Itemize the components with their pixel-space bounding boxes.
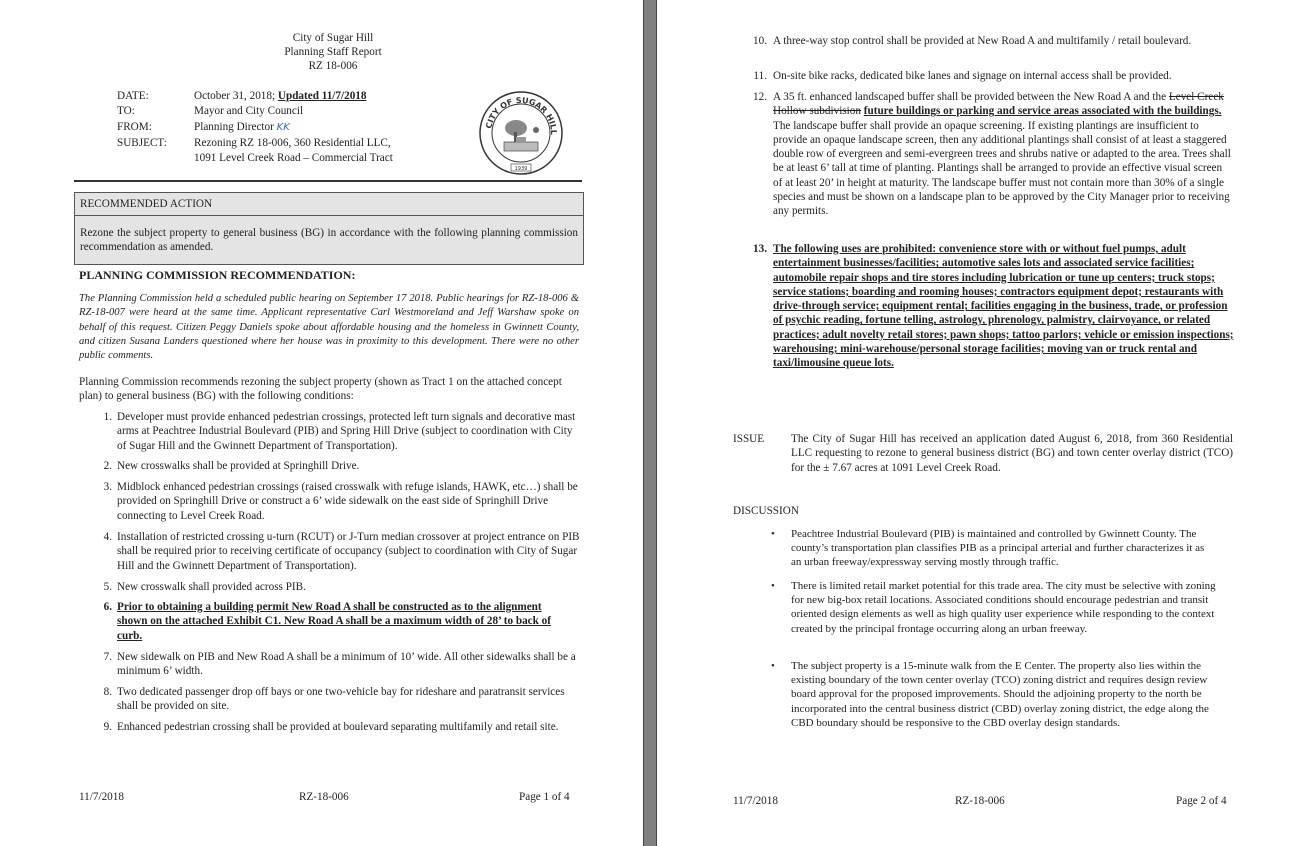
condition-13: 13. The following uses are prohibited: convenience store with or without fuel pumps, adult entertainment businesses/facilities; automotive sales lots and associated service facilities; automobile repair shops and tire stores including lubrication or tune up centers; truck stops; service stations; boarding and rooming houses; contractors equipment depot; restaurants with drive-through service; equipment rental; facilities engaging in the business, trade, or profession of psychic reading, fortune telling, astrology, phrenology, palmistry, clairvoyance, or related practices; adult novelty retail stores; pawn shops; tattoo parlors; vehicle or emission inspections; warehousing; mini-warehouse/personal storage facilities; moving van or truck rental and taxi/limousine queue lots. — [753, 243, 1234, 370]
added-text: future buildings or parking and service areas associated with the buildings. — [863, 105, 1222, 118]
discussion-bullet-2: • There is limited retail market potential for this trade area. The city must be selective with zoning for new big-box retail locations. Associated conditions should encourage pedestrian and transit oriented design elements as well as high quality user experience while responding to the context created by the principal frontage occurring along an urban freeway. — [771, 580, 1216, 635]
condition-2: 2. New crosswalks shall be provided at Springhill Drive. — [103, 460, 360, 472]
discussion-bullet-3: • The subject property is a 15-minute walk from the E Center. The property also lies within the existing boundary of the town center overlay (TCO) zoning district and requires design review board approval for the proposed improvements. Should the adjoining property to the north be incorporated into the central business district (CBD) overlay zoning district, the edge along the CBD boundary should be responsive to the CBD overlay design standards. — [771, 660, 1209, 729]
initials-signature: KK — [276, 122, 290, 133]
discussion-bullet-1: • Peachtree Industrial Boulevard (PIB) is maintained and controlled by Gwinnett County. The county’s transportation plan classifies PIB as a principal arterial and further characterizes it as an urban freeway/expressway serving mostly through traffic. — [771, 528, 1205, 569]
header-case: RZ 18-006 — [308, 60, 358, 72]
recommended-action-box — [74, 192, 584, 265]
footer-date: 11/7/2018 — [733, 795, 778, 807]
document-page-2 — [656, 0, 1310, 846]
footer-page-number: Page 2 of 4 — [1176, 795, 1227, 807]
subject-line-2: 1091 Level Creek Road – Commercial Tract — [194, 152, 393, 164]
city-seal-logo — [478, 90, 564, 176]
footer-case: RZ-18-006 — [299, 791, 349, 803]
condition-4: 4. Installation of restricted crossing u-turn (RCUT) or J-Turn median crossover at project entrance on PIB shall be required prior to receiving certificate of occupancy (subject to coordination with City of Sugar Hill and the Gwinnett Department of Transportation). — [103, 531, 580, 572]
header-report: Planning Staff Report — [284, 46, 382, 58]
recommended-action-heading: RECOMMENDED ACTION — [80, 198, 213, 210]
condition-10: 10. A three-way stop control shall be provided at New Road A and multifamily / retail boulevard. — [753, 35, 1192, 47]
condition-1: 1. Developer must provide enhanced pedestrian crossings, protected left turn signals and decorative mast arms at Peachtree Industrial Boulevard (PIB) and Spring Hill Drive (subject to coordination with City of Sugar Hill and the Gwinnett Department of Transportation). — [103, 411, 576, 452]
subject-line-1: Rezoning RZ 18-006, 360 Residential LLC, — [194, 137, 391, 149]
condition-3: 3. Midblock enhanced pedestrian crossings (raised crosswalk with refuge islands, HAWK, etc…) shall be provided on Springhill Drive or construct a 6’ wide sidewalk on the east side of Springhill Drive connecting to Level Creek Road. — [103, 481, 578, 522]
document-page-1 — [0, 0, 644, 846]
header-city: City of Sugar Hill — [292, 32, 374, 44]
to-value: Mayor and City Council — [194, 105, 304, 117]
recommended-action-header — [75, 193, 583, 216]
date-label: DATE: — [117, 90, 149, 102]
condition-7: 7. New sidewalk on PIB and New Road A shall be a minimum of 10’ wide. All other sidewalks shall be a minimum 6’ width. — [103, 651, 576, 678]
date-updated: Updated 11/7/2018 — [277, 90, 367, 102]
recommended-action-text: Rezone the subject property to general business (BG) in accordance with the following planning commission recommendation as amended. — [80, 227, 578, 254]
pc-heading: PLANNING COMMISSION RECOMMENDATION: — [79, 268, 356, 282]
condition-8: 8. Two dedicated passenger drop off bays or one two-vehicle bay for rideshare and paratransit services shall be provided on site. — [103, 686, 565, 713]
header-divider — [74, 180, 582, 182]
from-value: Planning Director KK — [194, 121, 290, 133]
date-value: October 31, 2018; Updated 11/7/2018 — [194, 90, 367, 102]
from-label: FROM: — [117, 121, 152, 133]
pc-intro: Planning Commission recommends rezoning the subject property (shown as Tract 1 on the attached concept plan) to general business (BG) with the following conditions: — [79, 376, 562, 403]
condition-11: 11. On-site bike racks, dedicated bike lanes and signage on internal access shall be provided. — [753, 70, 1172, 82]
discussion-label: DISCUSSION — [733, 505, 799, 517]
footer-date: 11/7/2018 — [79, 791, 124, 803]
svg-text:CITY OF SUGAR HILL: CITY OF SUGAR HILL — [484, 95, 559, 135]
pc-italic-paragraph: The Planning Commission held a scheduled public hearing on September 17 2018. Public hearings for RZ-18-006 & RZ-18-007 were heard at the same time. Applicant representative Carl Westmoreland and Jeff Warshaw spoke on behalf of this request. Citizen Peggy Daniels spoke about affordable housing and the homeless in Gwinnett County, and citizen Susana Landers questioned where her house was in proximity to this development. There were no other public comments. — [79, 293, 579, 362]
struck-text: Level Creek Hollow subdivision — [773, 91, 1224, 118]
issue-text: The City of Sugar Hill has received an application dated August 6, 2018, from 360 Residential LLC requesting to rezone to general business district (BG) and town center overlay district (TCO) for the ± 7.67 acres at 1091 Level Creek Road. — [791, 433, 1233, 474]
svg-text:1939: 1939 — [514, 166, 528, 172]
condition-12: 12. A 35 ft. enhanced landscaped buffer shall be provided between the New Road A and the Level Creek Hollow subdivision future buildings or parking and service areas associated with the buildings. The landscape buffer shall provide an opaque screening. If existing plantings are insufficient to provide an opaque landscape screen, then any additional plantings shall consist of at least a staggered double row of evergreen and semi-evergreen trees and shrubs native or adapted to the area. Trees shall be at least 6’ tall at time of planting. Plantings shall be arranged to provide an effective visual screen of at least 20’ in height at maturity. The landscape buffer must not contain more than 30% of a single species and must be shown on a landscape plan to be approved by the City Manager prior to receiving any permits. — [753, 91, 1231, 218]
condition-9: 9. Enhanced pedestrian crossing shall be provided at boulevard separating multifamily and retail site. — [103, 721, 559, 733]
condition-6: 6. Prior to obtaining a building permit New Road A shall be constructed as to the alignment shown on the attached Exhibit C1. New Road A shall be a maximum width of 28’ to back of curb. — [103, 601, 551, 642]
subject-label: SUBJECT: — [117, 137, 167, 149]
footer-page-number: Page 1 of 4 — [519, 791, 570, 803]
condition-5: 5. New crosswalk shall provided across PIB. — [103, 581, 306, 593]
footer-case: RZ-18-006 — [955, 795, 1005, 807]
issue-label: ISSUE — [733, 433, 765, 445]
to-label: TO: — [117, 105, 135, 117]
